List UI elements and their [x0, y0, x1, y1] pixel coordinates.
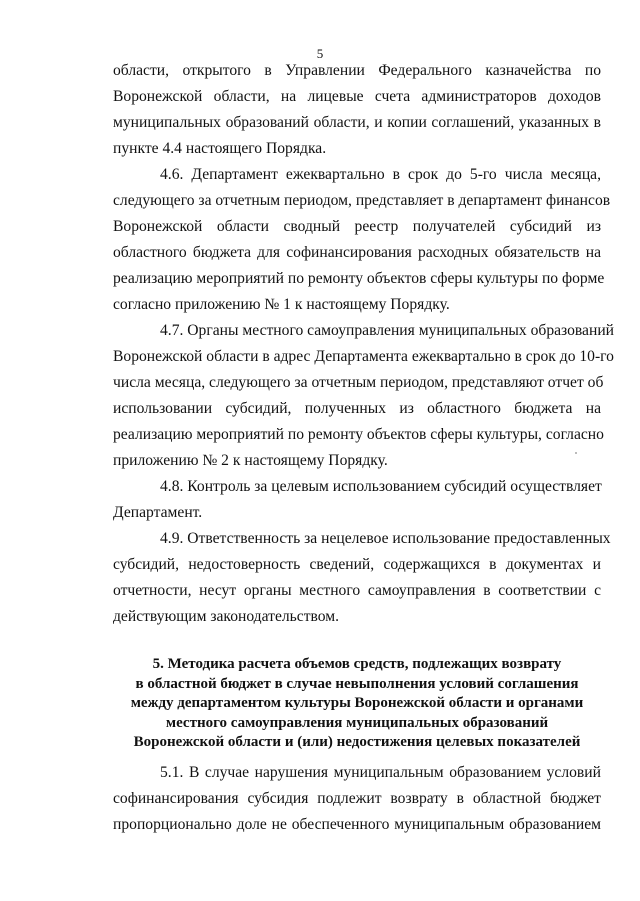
- text-line: отчетности, несут органы местного самоуправления в соответствии с: [113, 582, 601, 599]
- text-line: области, открытого в Управлении Федерального казначейства по: [113, 62, 601, 79]
- text-line: 4.6. Департамент ежеквартально в срок до 5-го числа месяца,: [160, 166, 601, 183]
- paragraph-5-1: [113, 760, 601, 838]
- heading-line: 5. Методика расчета объемов средств, подлежащих возврату: [152, 656, 562, 672]
- text-line: Департамент.: [113, 504, 203, 521]
- paragraph-4-7: [113, 318, 615, 474]
- paragraph-4-8: [113, 474, 601, 526]
- text-line: Воронежской области сводный реестр получателей субсидий из: [113, 218, 601, 235]
- heading-line: Воронежской области и (или) недостижения целевых показателей: [133, 734, 581, 750]
- section-5-heading: [113, 655, 601, 753]
- text-line: Воронежской области, на лицевые счета администраторов доходов: [113, 88, 601, 105]
- heading-line: между департаментом культуры Воронежской области и органами: [130, 695, 584, 711]
- page-number: 5: [316, 46, 324, 61]
- text-line: использовании субсидий, полученных из областного бюджета на: [113, 400, 601, 417]
- text-line: областного бюджета для софинансирования расходных обязательств на: [113, 244, 601, 261]
- text-line: Воронежской области в адрес Департамента ежеквартально в срок до 10-го: [113, 348, 614, 365]
- text-line: реализацию мероприятий по ремонту объектов сферы культуры по форме: [113, 270, 605, 287]
- text-line: 4.8. Контроль за целевым использованием субсидий осуществляет: [160, 478, 602, 495]
- scan-speck: [575, 452, 577, 454]
- text-line: согласно приложению № 1 к настоящему Порядку.: [113, 296, 450, 313]
- text-line: софинансирования субсидия подлежит возврату в областной бюджет: [113, 790, 601, 807]
- heading-line: местного самоуправления муниципальных образований: [165, 714, 549, 731]
- text-line: субсидий, недостоверность сведений, содержащихся в документах и: [113, 556, 601, 573]
- section-5-text: [113, 760, 601, 838]
- section-4-text: [113, 58, 615, 630]
- heading-line: в областной бюджет в случае невыполнения условий соглашения: [135, 675, 579, 692]
- text-line: действующим законодательством.: [113, 608, 340, 625]
- paragraph-4-5-continuation: [113, 58, 601, 162]
- text-line: реализацию мероприятий по ремонту объектов сферы культуры, согласно: [113, 426, 604, 443]
- paragraph-4-6: [113, 162, 611, 318]
- text-line: 5.1. В случае нарушения муниципальным образованием условий: [160, 764, 601, 781]
- paragraph-4-9: [113, 526, 611, 630]
- text-line: пропорционально доле не обеспеченного муниципальным образованием: [113, 816, 601, 833]
- text-line: следующего за отчетным периодом, представляет в департамент финансов: [113, 192, 611, 209]
- text-line: 4.9. Ответственность за нецелевое использование предоставленных: [160, 530, 611, 547]
- text-line: числа месяца, следующего за отчетным периодом, представляют отчет об: [113, 374, 604, 391]
- text-line: муниципальных образований области, и копии соглашений, указанных в: [113, 114, 601, 131]
- text-line: пункте 4.4 настоящего Порядка.: [113, 140, 327, 157]
- text-line: 4.7. Органы местного самоуправления муниципальных образований: [160, 322, 615, 339]
- text-line: приложению № 2 к настоящему Порядку.: [113, 452, 388, 469]
